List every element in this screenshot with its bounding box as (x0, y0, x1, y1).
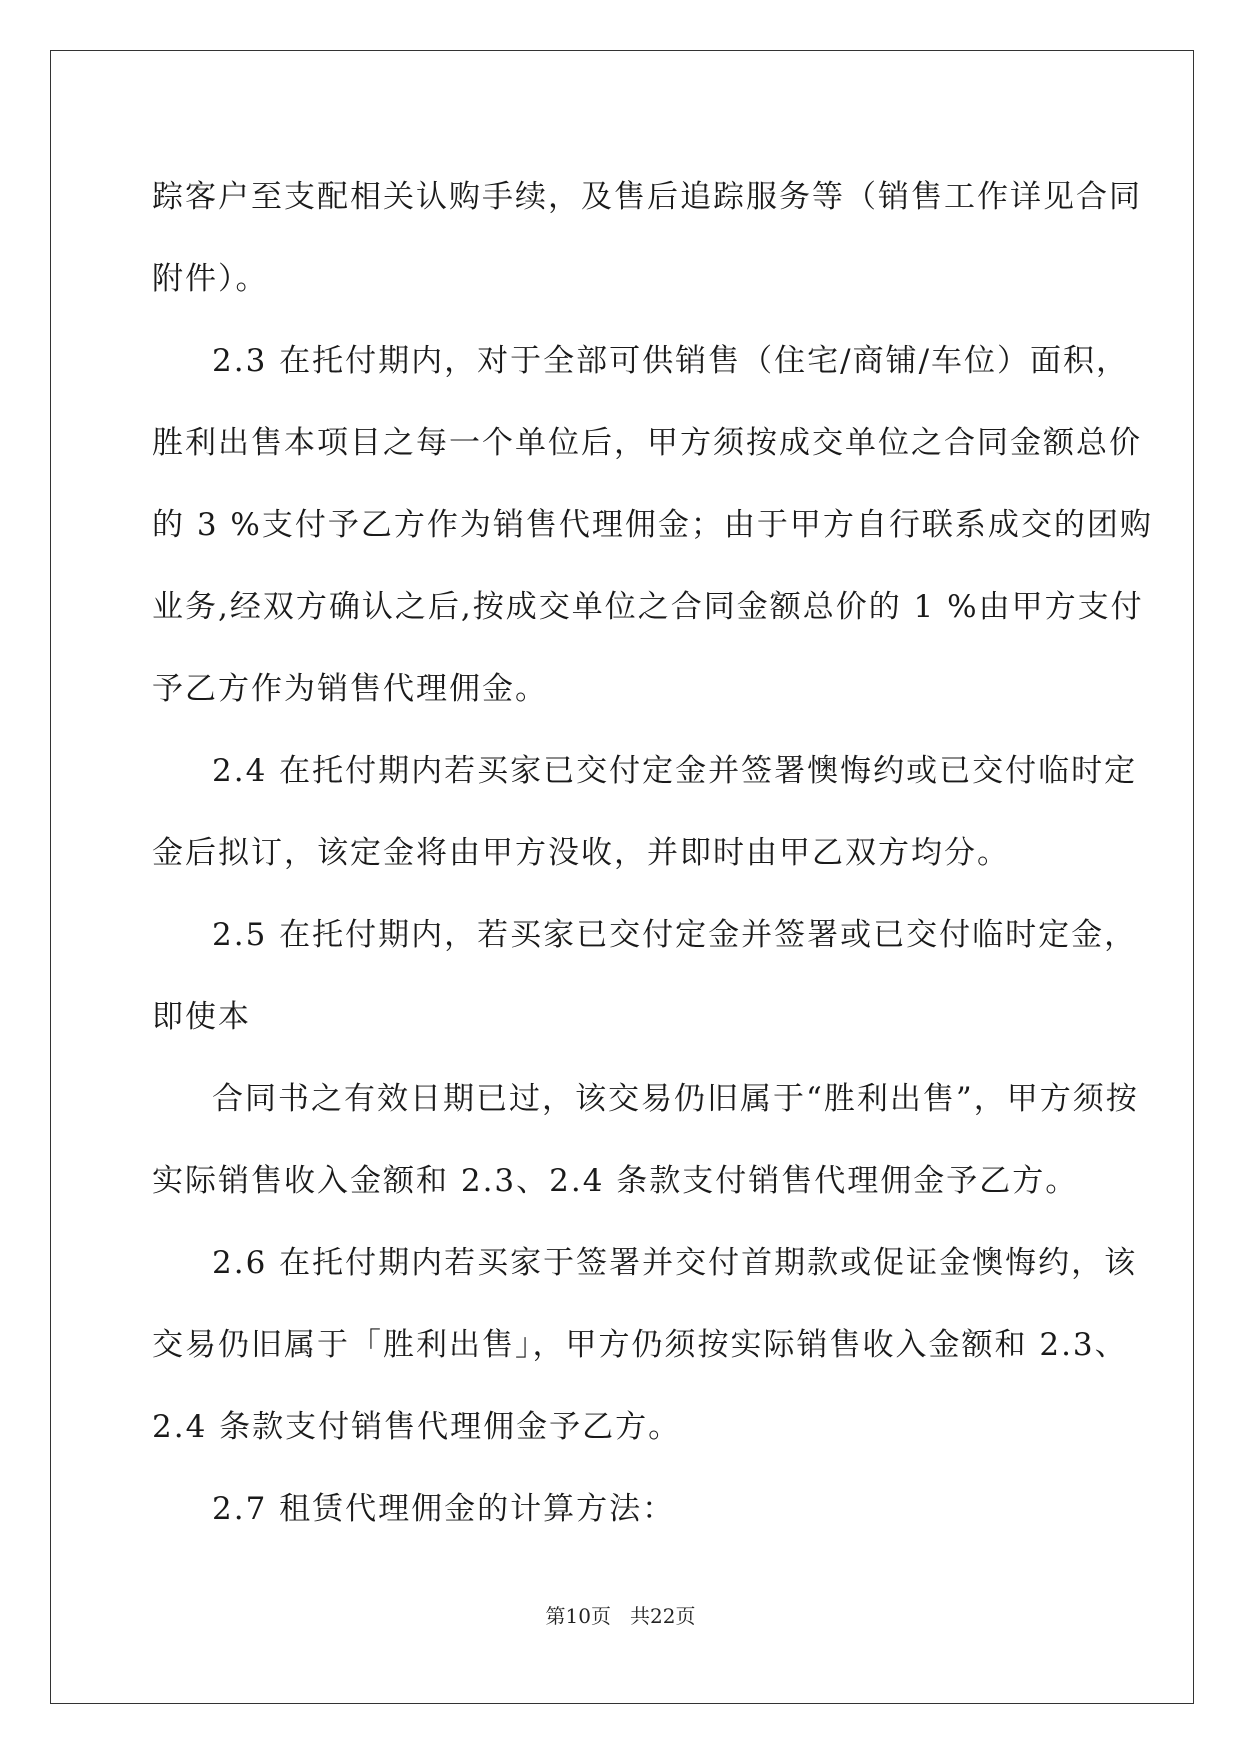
paragraph-line: 金后拟订，该定金将由甲方没收，并即时由甲乙双方均分。 (152, 835, 1010, 871)
paragraph-line: 2.3 在托付期内，对于全部可供销售（住宅/商铺/车位）面积， (212, 343, 1130, 379)
paragraph-line: 胜利出售本项目之每一个单位后，甲方须按成交单位之合同金额总价 (152, 425, 1142, 461)
paragraph-line: 2.4 在托付期内若买家已交付定金并签署懊悔约或已交付临时定 (212, 753, 1138, 789)
paragraph-line: 予乙方作为销售代理佣金。 (152, 671, 548, 707)
paragraph-line: 合同书之有效日期已过，该交易仍旧属于“胜利出售”，甲方须按 (212, 1081, 1139, 1117)
paragraph-line: 业务,经双方确认之后,按成交单位之合同金额总价的 1 %由甲方支付 (152, 589, 1144, 625)
paragraph-line: 附件）。 (152, 261, 269, 297)
paragraph-line: 2.5 在托付期内，若买家已交付定金并签署或已交付临时定金， (212, 917, 1138, 953)
paragraph-line: 的 3 %支付予乙方作为销售代理佣金；由于甲方自行联系成交的团购 (152, 507, 1153, 543)
paragraph-line: 交易仍旧属于「胜利出售」，甲方仍须按实际销售收入金额和 2.3、 (152, 1327, 1128, 1363)
paragraph-line: 2.4 条款支付销售代理佣金予乙方。 (152, 1409, 682, 1445)
paragraph-line: 2.6 在托付期内若买家于签署并交付首期款或促证金懊悔约，该 (212, 1245, 1138, 1281)
paragraph-line: 2.7 租赁代理佣金的计算方法： (212, 1491, 676, 1527)
paragraph-line: 即使本 (152, 999, 251, 1035)
document-body (152, 156, 1153, 1550)
paragraph-line: 踪客户至支配相关认购手续，及售后追踪服务等（销售工作详见合同 (152, 179, 1142, 215)
paragraph-line: 实际销售收入金额和 2.3、2.4 条款支付销售代理佣金予乙方。 (152, 1163, 1079, 1199)
page-number: 第10页 共22页 (545, 1604, 696, 1628)
